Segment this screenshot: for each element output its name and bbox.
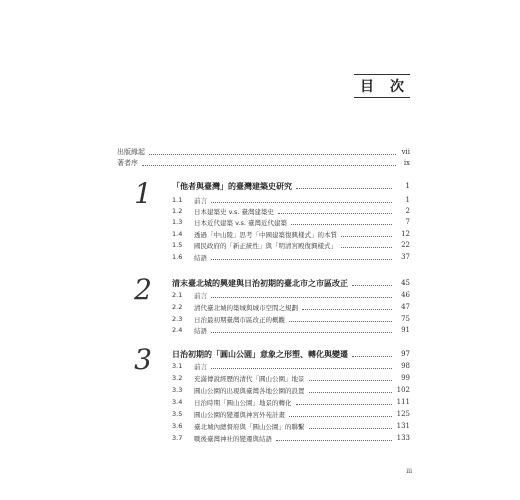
section-title: 國民政府的「新正統性」與「明清宮殿復興樣式」 <box>194 241 337 250</box>
page-title-char-1: 目 <box>360 79 374 95</box>
section-page: 47 <box>401 303 410 311</box>
section-number: 3.5 <box>172 410 183 418</box>
section-number: 1.5 <box>172 241 183 249</box>
section-page: 46 <box>401 291 410 299</box>
chapter-page: 1 <box>405 182 410 190</box>
page-title-char-2: 次 <box>390 79 404 95</box>
toc-entry-author-preface[interactable] <box>117 157 410 168</box>
leader-dots <box>211 197 392 203</box>
section-page: 133 <box>396 434 410 442</box>
leader-dots <box>211 327 392 333</box>
leader-dots <box>341 242 392 248</box>
chapter-title-row[interactable] <box>172 180 410 192</box>
leader-dots <box>289 411 392 417</box>
section-row[interactable] <box>172 314 410 324</box>
section-row[interactable] <box>172 361 410 371</box>
section-page: 125 <box>396 410 410 418</box>
chapter-title: 清末臺北城的興建與日治初期的臺北市之市區改正 <box>172 277 348 288</box>
page-title <box>354 74 410 98</box>
section-page: 111 <box>396 398 410 406</box>
section-number: 3.7 <box>172 434 183 442</box>
section-title: 結語 <box>194 253 207 262</box>
section-number: 1.2 <box>172 207 183 215</box>
chapter-title-row[interactable] <box>172 348 410 360</box>
toc-entry-preface[interactable] <box>117 146 410 157</box>
leader-dots <box>142 160 396 166</box>
section-title: 日本建築史 v.s. 臺灣建築史 <box>194 207 274 216</box>
leader-dots <box>352 280 392 286</box>
chapter-title: 日治初期的「圓山公園」意象之形塑、轉化與變遷 <box>172 348 348 359</box>
leader-dots <box>149 149 396 155</box>
section-title: 清代臺北城的築城與城市空間之規劃 <box>194 303 298 312</box>
section-number: 3.6 <box>172 422 183 430</box>
section-title: 圓山公園的出現與臺灣各地公園的設置 <box>194 386 305 395</box>
section-row[interactable] <box>172 385 410 395</box>
section-title: 圓山公園的變遷與神宮外苑計畫 <box>194 410 285 419</box>
section-row[interactable] <box>172 206 410 216</box>
leader-dots <box>211 254 392 260</box>
section-title: 臺北城內總督府與「圓山公園」的聯繫 <box>194 422 305 431</box>
section-row[interactable] <box>172 433 410 443</box>
chapter-page: 45 <box>401 279 410 287</box>
section-number: 2.1 <box>172 291 183 299</box>
section-number: 1.4 <box>172 230 183 238</box>
section-page: 102 <box>396 386 410 394</box>
section-title: 戰後臺灣神社的變遷與結語 <box>194 434 272 443</box>
section-number: 3.3 <box>172 386 183 394</box>
toc-entry-page: vii <box>401 147 410 156</box>
leader-dots <box>302 304 392 310</box>
leader-dots <box>278 208 392 214</box>
leader-dots <box>289 316 392 322</box>
section-number: 3.2 <box>172 374 183 382</box>
section-number: 2.3 <box>172 315 183 323</box>
section-row[interactable] <box>172 229 410 239</box>
section-title: 前言 <box>194 362 207 371</box>
leader-dots <box>291 219 392 225</box>
section-number: 1.3 <box>172 218 183 226</box>
chapter-page: 97 <box>401 350 410 358</box>
section-page: 2 <box>405 207 410 215</box>
toc-entry-page: ix <box>403 158 410 167</box>
section-page: 22 <box>401 241 410 249</box>
section-title: 前言 <box>194 196 207 205</box>
section-title: 充滿傳說經歷的清代「圓山公園」地景 <box>194 374 305 383</box>
section-page: 12 <box>401 230 410 238</box>
section-row[interactable] <box>172 397 410 407</box>
section-number: 3.1 <box>172 362 183 370</box>
section-number: 3.4 <box>172 398 183 406</box>
chapter-title-row[interactable] <box>172 277 410 289</box>
section-page: 37 <box>401 253 410 261</box>
toc-entry-label: 著者序 <box>117 158 138 167</box>
section-row[interactable] <box>172 240 410 250</box>
leader-dots <box>309 375 393 381</box>
section-row[interactable] <box>172 290 410 300</box>
leader-dots <box>309 387 393 393</box>
section-page: 75 <box>401 315 410 323</box>
section-title: 日治時期「圓山公園」地景的轉化 <box>194 398 292 407</box>
section-page: 7 <box>405 218 410 226</box>
section-title: 結語 <box>194 326 207 335</box>
chapter-title: 「他者與臺灣」的臺灣建築史研究 <box>172 180 292 191</box>
chapter-number: 1 <box>134 177 152 210</box>
section-page: 98 <box>401 362 410 370</box>
section-page: 131 <box>396 422 410 430</box>
section-number: 2.4 <box>172 326 183 334</box>
section-title: 透過「中山陵」思考「中國建築復興樣式」的本質 <box>194 230 337 239</box>
section-row[interactable] <box>172 302 410 312</box>
section-number: 1.6 <box>172 253 183 261</box>
section-row[interactable] <box>172 252 410 262</box>
section-title: 前言 <box>194 291 207 300</box>
leader-dots <box>352 351 392 357</box>
section-number: 2.2 <box>172 303 183 311</box>
section-title: 日本近代建築 v.s. 臺灣近代建築 <box>194 218 287 227</box>
leader-dots <box>211 292 392 298</box>
leader-dots <box>341 231 392 237</box>
chapter-number: 3 <box>134 343 152 376</box>
section-number: 1.1 <box>172 196 183 204</box>
section-row[interactable] <box>172 409 410 419</box>
section-page: 99 <box>401 374 410 382</box>
section-row[interactable] <box>172 195 410 205</box>
chapter-number: 2 <box>134 273 152 306</box>
section-row[interactable] <box>172 217 410 227</box>
leader-dots <box>309 423 393 429</box>
leader-dots <box>296 399 393 405</box>
section-row[interactable] <box>172 373 410 383</box>
leader-dots <box>276 435 392 441</box>
page-folio: iii <box>406 468 412 475</box>
leader-dots <box>211 363 392 369</box>
section-row[interactable] <box>172 421 410 431</box>
section-page: 1 <box>405 196 410 204</box>
section-page: 91 <box>401 326 410 334</box>
toc-entry-label: 出版緣起 <box>117 147 145 156</box>
section-row[interactable] <box>172 325 410 335</box>
section-title: 日治最初期臺灣市區改正的概觀 <box>194 315 285 324</box>
leader-dots <box>296 183 392 189</box>
